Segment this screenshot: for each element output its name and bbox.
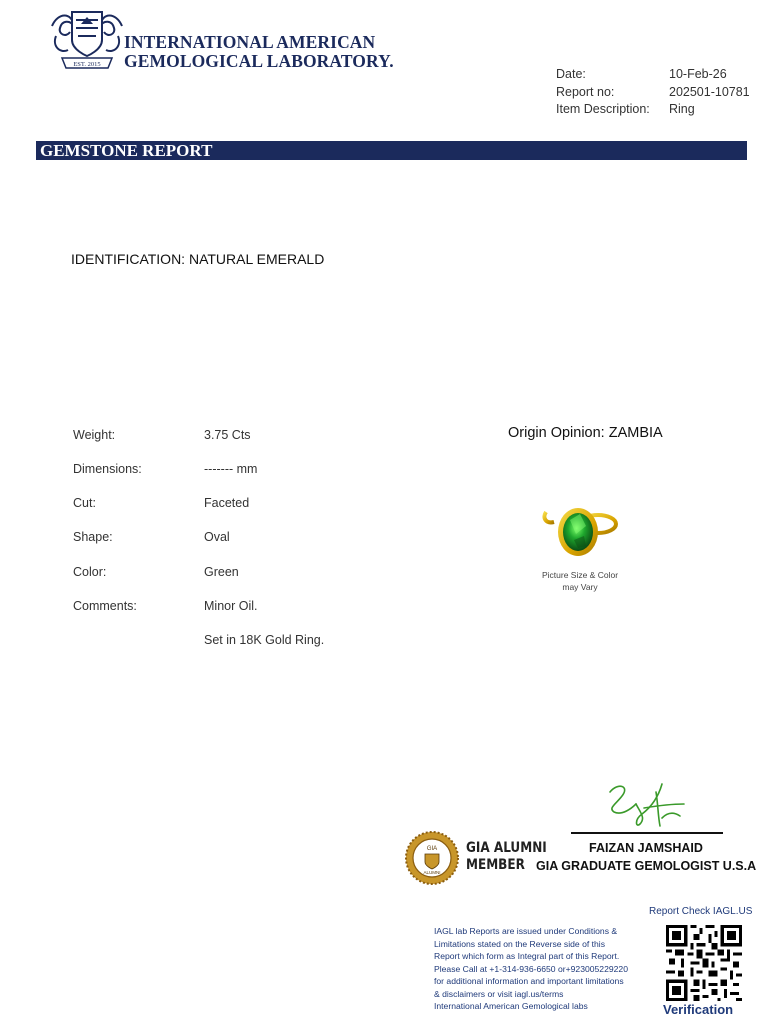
report-check-link[interactable]: Report Check IAGL.US — [649, 906, 753, 917]
meta-item-description-row — [556, 101, 750, 119]
org-name-line2: GEMOLOGICAL LABORATORY. — [124, 51, 394, 71]
meta-report-no-row — [556, 84, 750, 102]
disclaimer-line: Report which form as Integral part of this Report. — [434, 951, 620, 961]
disclaimer-line: & disclaimers or visit iagl.us/terms — [434, 988, 564, 999]
meta-report-no-label: Report no: — [556, 84, 615, 99]
meta-report-no-value: 202501-10781 — [669, 84, 750, 99]
dimensions-value: ------- mm — [204, 462, 258, 476]
shape-label: Shape: — [73, 530, 113, 544]
gia-alumni-line2: MEMBER — [466, 857, 525, 873]
disclaimer-line: International American Gemological labs — [434, 1001, 588, 1011]
qr-code-icon[interactable] — [666, 925, 742, 1001]
report-meta — [556, 66, 750, 119]
weight-value: 3.75 Cts — [204, 428, 251, 442]
shape-value: Oval — [204, 530, 230, 544]
comments-label: Comments: — [73, 599, 137, 613]
gia-alumni-line1: GIA ALUMNI — [466, 840, 547, 856]
image-caption-line2: may Vary — [562, 582, 598, 592]
verification-label: Verification — [663, 1002, 734, 1017]
meta-date-value: 10-Feb-26 — [669, 67, 727, 81]
origin-opinion: Origin Opinion: ZAMBIA — [508, 425, 663, 441]
gia-alumni-seal-icon — [404, 830, 460, 886]
report-title: GEMSTONE REPORT — [40, 141, 213, 160]
dimensions-label: Dimensions: — [73, 462, 142, 476]
emerald-ring-image — [540, 500, 620, 566]
meta-item-description-value: Ring — [669, 102, 695, 116]
org-name-line1: INTERNATIONAL AMERICAN — [124, 32, 376, 52]
meta-item-description-label: Item Description: — [556, 102, 650, 116]
seal-top-text: GIA — [426, 846, 438, 852]
comments-value: Minor Oil. — [204, 599, 258, 613]
disclaimer-line: for additional information and important limitations — [434, 976, 624, 986]
meta-date-label: Date: — [556, 67, 586, 81]
cut-value: Faceted — [204, 496, 250, 510]
signature-line — [571, 832, 723, 834]
signature-image — [600, 778, 690, 830]
signer-name: FAIZAN JAMSHAID — [589, 841, 703, 855]
disclaimer-line: Limitations stated on the Reverse side of this — [434, 938, 606, 949]
org-name — [124, 33, 394, 71]
signer-title: GIA GRADUATE GEMOLOGIST U.S.A — [536, 859, 757, 873]
disclaimer-line: Please Call at +1-314-936-6650 or+923005229220 — [434, 963, 628, 974]
gia-alumni-label — [466, 840, 547, 874]
disclaimer-line: IAGL lab Reports are issued under Conditions & — [434, 926, 618, 936]
color-value: Green — [204, 565, 239, 579]
meta-date-row — [556, 66, 750, 84]
image-caption-line1: Picture Size & Color — [541, 570, 619, 580]
identification: IDENTIFICATION: NATURAL EMERALD — [71, 251, 325, 267]
color-label: Color: — [73, 565, 107, 579]
disclaimer — [434, 925, 658, 1013]
cut-label: Cut: — [73, 496, 96, 510]
report-title-banner — [36, 141, 747, 160]
image-caption — [520, 569, 640, 593]
crest-logo-icon — [48, 6, 126, 72]
crest-est-text: EST. 2015 — [73, 61, 101, 68]
weight-label: Weight: — [73, 428, 116, 442]
seal-bottom-text: ALUMNI — [423, 870, 441, 875]
comments-value-2: Set in 18K Gold Ring. — [204, 633, 325, 647]
